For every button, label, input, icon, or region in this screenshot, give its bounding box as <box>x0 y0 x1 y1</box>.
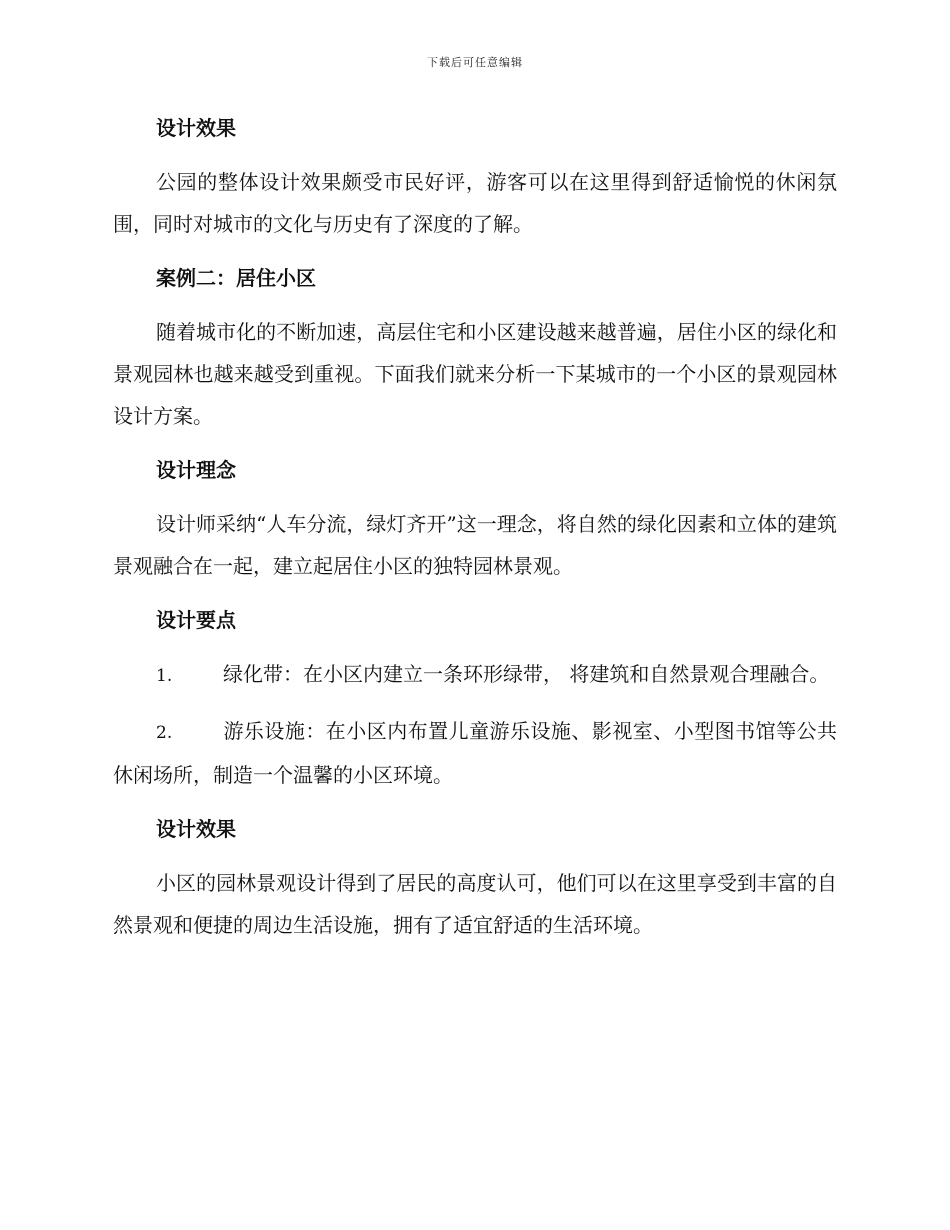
page-header-note: 下载后可任意编辑 <box>427 56 523 69</box>
section-heading-case-2: 案例二：居住小区 <box>156 266 316 290</box>
list-item-point-1 <box>113 653 837 697</box>
list-number-1: 1. <box>156 666 173 686</box>
section-heading-effect-1: 设计效果 <box>156 116 236 140</box>
document-body <box>113 108 837 946</box>
list-text-2: 游乐设施：在小区内布置儿童游乐设施、影视室、小型图书馆等公共休闲场所，制造一个温馨的小区环境。 <box>113 719 837 787</box>
paragraph-concept: 设计师采纳“人车分流，绿灯齐开”这一理念，将自然的绿化因素和立体的建筑景观融合在一起，建立起居住小区的独特园林景观。 <box>113 512 837 578</box>
section-heading-effect-2: 设计效果 <box>156 817 236 841</box>
paragraph-effect-2: 小区的园林景观设计得到了居民的高度认可，他们可以在这里享受到丰富的自然景观和便捷的周边生活设施，拥有了适宜舒适的生活环境。 <box>113 871 837 937</box>
list-number-2: 2. <box>156 723 173 743</box>
list-text-1: 绿化带：在小区内建立一条环形绿带， 将建筑和自然景观合理融合。 <box>223 662 830 686</box>
paragraph-case-2: 随着城市化的不断加速，高层住宅和小区建设越来越普遍，居住小区的绿化和景观园林也越来越受到重视。下面我们就来分析一下某城市的一个小区的景观园林设计方案。 <box>113 320 837 428</box>
paragraph-effect-1: 公园的整体设计效果颇受市民好评，游客可以在这里得到舒适愉悦的休闲氛围，同时对城市的文化与历史有了深度的了解。 <box>113 170 837 236</box>
section-heading-points: 设计要点 <box>156 608 236 632</box>
list-item-point-2 <box>113 710 837 796</box>
section-heading-concept: 设计理念 <box>156 458 236 482</box>
